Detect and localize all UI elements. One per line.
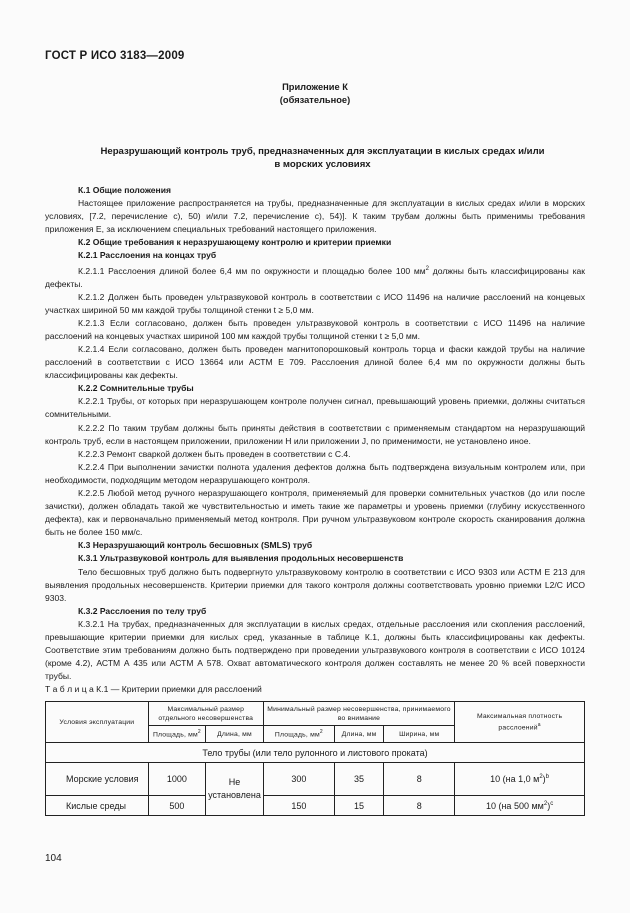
paragraph: Настоящее приложение распространяется на трубы, предназначенные для эксплуатации в кислых средах и/или в морских условиях, [7.2, перечисление с), 50) и/или 7.2, перечисление с), 54)]. К таким трубам должны быть применимы требования приложения Е, за исключением специальных требований настоящего приложения. <box>45 198 585 235</box>
section-heading-k2-2: К.2.2 Сомнительные трубы <box>78 383 194 394</box>
header-density-text: расслоений <box>498 724 538 732</box>
cell-length-2: 15 <box>334 796 383 816</box>
header-density-line-2 <box>457 721 582 732</box>
section-heading-k2: К.2 Общие требования к неразрушающему контролю и критерии приемки <box>78 237 392 248</box>
superscript: 2 <box>539 774 543 780</box>
paragraph: К.2.1.2 Должен быть проведен ультразвуковой контроль в соответствии с ИСО 11496 на наличие расслоений на концевых участках шириной 50 мм каждой трубы толщиной стенки t ≥ 5,0 мм. <box>45 291 585 315</box>
header-area-2-text: Площадь, мм <box>274 731 320 739</box>
appendix-main-title <box>60 145 585 171</box>
document-header: ГОСТ Р ИСО 3183—2009 <box>45 50 185 62</box>
header-length-1: Длина, мм <box>206 726 264 743</box>
footnote-mark: а <box>537 721 541 728</box>
header-max-size: Максимальный размер отдельного несовершенства <box>148 702 263 726</box>
paragraph-part: должны быть классифицированы как дефекты. <box>45 265 585 289</box>
cell-length-2: 35 <box>334 763 383 796</box>
superscript: 2 <box>425 265 429 272</box>
table-header-row <box>46 702 585 726</box>
cell-conditions: Морские условия <box>46 763 149 796</box>
header-width-2: Ширина, мм <box>384 726 455 743</box>
cell-area-1: 500 <box>148 796 205 816</box>
section-heading-k3-1: К.3.1 Ультразвуковой контроль для выявления продольных несовершенств <box>78 553 404 564</box>
page-number: 104 <box>45 853 62 864</box>
header-area-1-text: Площадь, мм <box>152 731 198 739</box>
table-section-label: Тело трубы (или тело рулонного и листового проката) <box>46 743 585 763</box>
cell-density-close: ) <box>547 800 551 811</box>
footnote-mark: b <box>545 774 550 780</box>
cell-width-2: 8 <box>384 763 455 796</box>
paragraph: К.2.1.4 Если согласовано, должен быть проведен магнитопорошковый контроль торца и фаски каждой трубы на наличие расслоений в соответствии с ИСО 13664 или АСТМ Е 709. Расслоения длиной более 6,4 мм по окружности должны быть классифицированы как дефекты. <box>45 343 585 381</box>
section-heading-k3-2: К.3.2 Расслоения по телу труб <box>78 605 207 616</box>
paragraph: Тело бесшовных труб должно быть подвергнуто ультразвуковому контролю в соответствии с ИСО 9303 или АСТМ Е 213 для выявления продольных несовершенств. Критерии приемки для такого контроля должны соответствовать уровню приемки L2/C ИСО 9303. <box>45 566 585 603</box>
paragraph: К.2.2.2 По таким трубам должны быть приняты действия в соответствии с применяемым стандартом на неразрушающий контроль труб, если в настоящем приложении, приложении Н или приложении J, по применимости, не установлено иное. <box>45 422 585 446</box>
header-length-2: Длина, мм <box>334 726 383 743</box>
table-row <box>46 796 585 816</box>
section-heading-k3: К.3 Неразрушающий контроль бесшовных (SMLS) труб <box>78 540 313 551</box>
cell-area-1: 1000 <box>148 763 205 796</box>
header-area-2 <box>263 726 334 743</box>
cell-density-close: ) <box>542 774 546 784</box>
appendix-heading <box>0 81 630 106</box>
cell-conditions: Кислые среды <box>46 796 149 816</box>
cell-density <box>455 763 585 796</box>
cell-density <box>455 796 585 816</box>
header-conditions: Условия эксплуатации <box>46 702 149 743</box>
paragraph: К.2.2.3 Ремонт сваркой должен быть проведен в соответствии с С.4. <box>78 448 351 459</box>
table-section-row <box>46 743 585 763</box>
superscript: 2 <box>197 729 201 736</box>
table-caption: Т а б л и ц а К.1 — Критерии приемки для расслоений <box>45 684 262 694</box>
cell-area-2: 150 <box>263 796 334 816</box>
cell-length-1-merged: Не установлена <box>206 763 264 816</box>
appendix-title: Приложение К <box>282 82 348 92</box>
cell-density-text: 10 (на 1,0 м <box>490 774 540 784</box>
header-min-size: Минимальный размер несовершенства, принимаемого во внимание <box>263 702 454 726</box>
superscript: 2 <box>543 800 548 807</box>
cell-width-2: 8 <box>384 796 455 816</box>
section-heading-k1: К.1 Общие положения <box>78 185 171 195</box>
header-density <box>455 702 585 743</box>
header-area-1 <box>148 726 205 743</box>
paragraph: К.2.1.3 Если согласовано, должен быть проведен ультразвуковой контроль в соответствии с ИСО 11496 на наличие расслоений на концевых участках шириной 100 мм каждой трубы толщиной стенки t ≥ 5,0 мм. <box>45 317 585 341</box>
paragraph: К.2.2.1 Трубы, от которых при неразрушающем контроле получен сигнал, превышающий уровень приемки, должны считаться сомнительными. <box>45 396 585 420</box>
paragraph: К.3.2.1 На трубах, предназначенных для эксплуатации в кислых средах, отдельные расслоения или скопления расслоений, превышающие критерии приемки для кислых сред, указанные в таблице К.1, должны быть классифицированы как дефекты. Соответствие этим требованиям должно быть подтверждено при проведении ультразвукового контроля в соответствии с ИСО 10124 (кроме 4.2), АСТМ А 435 или АСТМ А 578. Охват автоматического контроля должен составлять не менее 20 % всей поверхности трубы. <box>45 618 585 682</box>
table-row <box>46 763 585 796</box>
section-heading-k2-1: К.2.1 Расслоения на концах труб <box>78 250 217 261</box>
criteria-table <box>45 701 585 816</box>
paragraph <box>45 263 585 291</box>
paragraph-part: К.2.1.1 Расслоения длиной более 6,4 мм по окружности и площадью более 100 мм <box>78 265 426 276</box>
superscript: 2 <box>319 729 323 736</box>
footnote-mark: c <box>550 800 554 807</box>
main-title-line-2: в морских условиях <box>274 159 371 170</box>
header-density-line-1: Максимальная плотность <box>476 712 563 720</box>
paragraph: К.2.2.5 Любой метод ручного неразрушающего контроля, применяемый для проверки сомнительных участков (до или после зачистки), должен обладать такой же чувствительностью и иметь такие же параметры и уровень приемки (глубину искусственного дефекта), как и первоначально применяемый метод контроля. При ручном ультразвуковом контроле скорость сканирования должна быть не более 150 мм/с. <box>45 488 585 538</box>
paragraph: К.2.2.4 При выполнении зачистки полнота удаления дефектов должна быть подтверждена визуальным контролем или, при необходимости, подходящим методом неразрушающего контроля. <box>45 461 585 485</box>
cell-area-2: 300 <box>263 763 334 796</box>
body-text <box>45 184 585 683</box>
main-title-line-1: Неразрушающий контроль труб, предназначенных для эксплуатации в кислых средах и/или <box>100 146 545 157</box>
cell-density-text: 10 (на 500 мм <box>485 800 544 811</box>
appendix-status: (обязательное) <box>279 94 351 105</box>
